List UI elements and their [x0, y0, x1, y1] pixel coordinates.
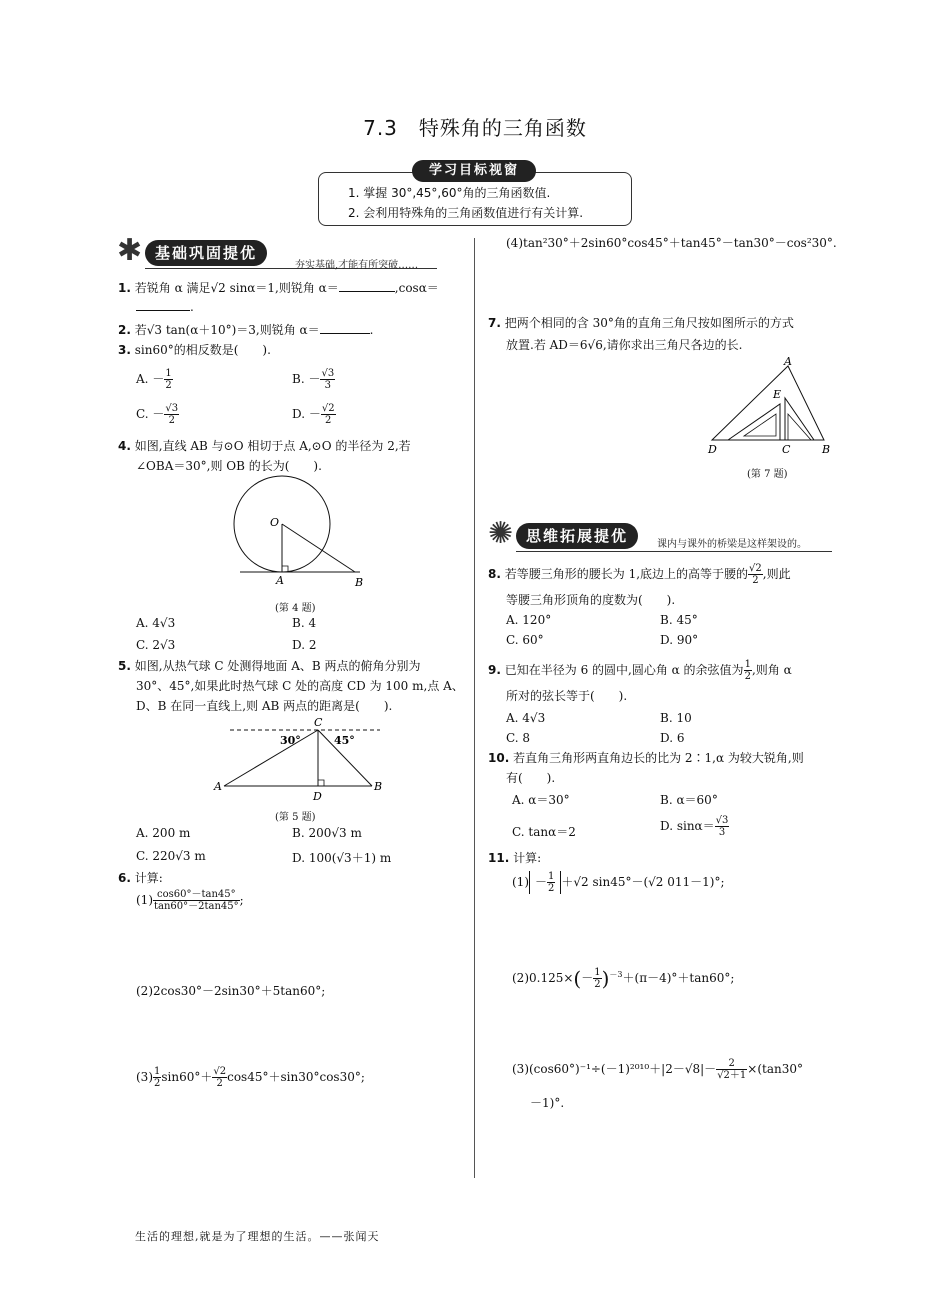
- segment-ca: [224, 730, 318, 786]
- question-text: 计算:: [134, 871, 163, 885]
- question-text: 把两个相同的含 30°角的直角三角尺按如图所示的方式: [504, 316, 794, 330]
- figure-5: [210, 714, 390, 803]
- question-6-part-4: (4)tan²30°＋2sin60°cos45°＋tan45°－tan30°－cos²30°.: [506, 236, 837, 250]
- objective-item-2: 2. 会利用特殊角的三角函数值进行有关计算.: [348, 206, 584, 220]
- question-text: ,则角 α: [751, 663, 792, 677]
- question-text: 如图,直线 AB 与⊙O 相切于点 A,⊙O 的半径为 2,若: [134, 439, 411, 453]
- question-6-part-1: (1) $\frac{\cos 60^\circ-\tan 45^\circ}{\tan 60^\circ-2\tan 45^\circ}$ ;: [136, 889, 244, 912]
- question-number: 3.: [118, 343, 131, 357]
- question-9: 9. 已知在半径为 6 的圆中,圆心角 α 的余弦值为 $\frac{1}{2}$ ,则角 α: [488, 659, 792, 682]
- question-text: ,cosα＝: [394, 281, 439, 295]
- triangle-large: [712, 366, 824, 440]
- question-text: 若锐角 α 满足√2 sinα＝1,则锐角 α＝: [134, 281, 339, 295]
- question-6: [118, 869, 163, 887]
- question-text: sin60°的相反数是( ).: [134, 343, 271, 357]
- label-b: B: [374, 780, 383, 793]
- answer-blank[interactable]: [339, 291, 395, 292]
- label-a: A: [214, 780, 222, 793]
- option-d[interactable]: D. 90°: [660, 633, 699, 647]
- label-o: O: [270, 516, 280, 529]
- question-number: 10.: [488, 751, 510, 765]
- section-extend-title: 思维拓展提优: [516, 523, 638, 549]
- question-number: 1.: [118, 281, 131, 295]
- shell-icon: ✺: [488, 516, 514, 551]
- question-7-line2: 放置.若 AD＝6√6,请你求出三角尺各边的长.: [506, 338, 743, 352]
- option-b[interactable]: B. 200√3 m: [292, 826, 362, 840]
- option-b[interactable]: B. 45°: [660, 613, 698, 627]
- option-a[interactable]: A. 4√3: [506, 711, 546, 725]
- option-c[interactable]: C. tanα＝2: [512, 825, 576, 839]
- option-d[interactable]: D. 2: [292, 638, 317, 652]
- question-text: 若直角三角形两直角边长的比为 2∶1,α 为较大锐角,则: [513, 751, 804, 765]
- starfish-icon: ✱: [117, 233, 143, 268]
- option-b[interactable]: B. 10: [660, 711, 692, 725]
- question-text: 如图,从热气球 C 处测得地面 A、B 两点的俯角分别为: [134, 659, 421, 673]
- figure-4: [230, 474, 380, 594]
- option-c[interactable]: C. 220√3 m: [136, 849, 206, 863]
- figure-7: [700, 354, 840, 458]
- label-c: C: [782, 443, 791, 456]
- caption-5: (第 5 题): [275, 812, 316, 823]
- option-a[interactable]: A. 120°: [506, 613, 552, 627]
- option-a[interactable]: A. － $\frac{1}{2}$: [136, 368, 172, 391]
- column-divider: [474, 238, 475, 1178]
- option-a[interactable]: A. 4√3: [136, 616, 176, 630]
- question-5-line2: 30°、45°,如果此时热气球 C 处的高度 CD 为 100 m,点 A、: [136, 679, 464, 693]
- option-b[interactable]: B. 4: [292, 616, 317, 630]
- question-1: [118, 279, 463, 297]
- question-6-part-3: (3) $\frac{1}{2}$ sin60°＋ $\frac{√2}{2}$ cos45°＋sin30°cos30°;: [136, 1066, 365, 1089]
- answer-blank[interactable]: [136, 310, 190, 311]
- question-number: 2.: [118, 323, 131, 337]
- angle-30: 30°: [280, 734, 301, 747]
- question-text: .: [190, 300, 194, 314]
- question-text: 若√3 tan(α＋10°)＝3,则锐角 α＝: [134, 323, 320, 337]
- question-6-part-2: (2)2cos30°－2sin30°＋5tan60°;: [136, 984, 326, 998]
- page-title: 7.3 特殊角的三角函数: [363, 116, 587, 140]
- option-d[interactable]: D. － $\frac{√2}{2}$: [292, 403, 335, 426]
- caption-7: (第 7 题): [747, 469, 788, 480]
- option-d[interactable]: D. sinα＝ $\frac{√3}{3}$: [660, 815, 729, 838]
- section-basic-subtitle: 夯实基础,才能有所突破……: [295, 260, 419, 271]
- question-11-part-1: (1) － $\frac{1}{2}$ ＋√2 sin45°－(√2 011－1)°;: [512, 871, 725, 894]
- caption-4: (第 4 题): [275, 603, 316, 614]
- question-4-line2: ∠OBA＝30°,则 OB 的长为( ).: [136, 459, 322, 473]
- footer-quote: 生活的理想,就是为了理想的生活。——张闻天: [135, 1230, 380, 1243]
- question-text: .: [369, 323, 374, 337]
- question-10: [488, 749, 804, 767]
- option-d[interactable]: D. 100(√3＋1) m: [292, 851, 392, 865]
- question-11-part-3-line2: －1)°.: [530, 1096, 565, 1110]
- question-10-line2: 有( ).: [506, 771, 556, 785]
- question-8-line2: 等腰三角形顶角的度数为( ).: [506, 593, 676, 607]
- question-7: [488, 314, 794, 332]
- label-a: A: [784, 355, 792, 368]
- question-number: 5.: [118, 659, 131, 673]
- label-c: C: [314, 716, 323, 729]
- option-c[interactable]: C. 60°: [506, 633, 544, 647]
- question-11-part-3: (3)(cos60°)⁻¹÷(－1)²⁰¹⁰＋|2－√8|－ $\frac{2}{√2+1}$ ×(tan30°: [512, 1058, 804, 1081]
- option-b[interactable]: B. α＝60°: [660, 793, 718, 807]
- label-b: B: [822, 443, 831, 456]
- question-number: 7.: [488, 316, 501, 330]
- label-a: A: [276, 574, 284, 587]
- triangle-inner-right: [785, 398, 814, 440]
- objective-item-1: 1. 掌握 30°,45°,60°角的三角函数值.: [348, 186, 551, 200]
- label-d: D: [708, 443, 717, 456]
- answer-blank[interactable]: [320, 333, 370, 334]
- triangle-inner-left: [728, 404, 780, 440]
- question-3: [118, 341, 271, 359]
- objectives-tag: 学习目标视窗: [412, 160, 536, 182]
- section-extend-subtitle: 课内与课外的桥梁是这样架设的。: [657, 539, 807, 550]
- question-5-line3: D、B 在同一直线上,则 AB 两点的距离是( ).: [136, 699, 393, 713]
- question-number: 4.: [118, 439, 131, 453]
- option-a[interactable]: A. 200 m: [136, 826, 191, 840]
- option-c[interactable]: C. 8: [506, 731, 531, 745]
- option-d[interactable]: D. 6: [660, 731, 685, 745]
- option-b[interactable]: B. － $\frac{√3}{3}$: [292, 368, 335, 391]
- option-c[interactable]: C. － $\frac{√3}{2}$: [136, 403, 179, 426]
- question-11: [488, 849, 541, 867]
- question-11-part-2: (2)0.125×(－ $\frac{1}{2}$ )$^{-3}$＋(π－4)°＋tan60°;: [512, 966, 735, 991]
- angle-45: 45°: [334, 734, 355, 747]
- question-5: [118, 657, 421, 675]
- question-number: 6.: [118, 871, 131, 885]
- label-b: B: [355, 576, 364, 589]
- question-8: 8. 若等腰三角形的腰长为 1,底边上的高等于腰的 $\frac{√2}{2}$ ,则此: [488, 563, 791, 586]
- question-number: 8.: [488, 567, 501, 581]
- option-c[interactable]: C. 2√3: [136, 638, 176, 652]
- question-number: 9.: [488, 663, 501, 677]
- question-text: 若等腰三角形的腰长为 1,底边上的高等于腰的: [504, 567, 749, 581]
- question-4: [118, 437, 411, 455]
- question-text: ,则此: [762, 567, 791, 581]
- question-9-line2: 所对的弦长等于( ).: [506, 689, 628, 703]
- question-2: [118, 321, 373, 339]
- question-text: 计算:: [513, 851, 542, 865]
- section-basic-title: 基础巩固提优: [145, 240, 267, 266]
- label-d: D: [313, 790, 322, 803]
- option-a[interactable]: A. α＝30°: [512, 793, 570, 807]
- question-number: 11.: [488, 851, 510, 865]
- segment-ob: [282, 524, 355, 572]
- question-text: 已知在半径为 6 的圆中,圆心角 α 的余弦值为: [504, 663, 744, 677]
- label-e: E: [773, 388, 782, 401]
- section-extend-underline: [516, 551, 832, 552]
- question-1-cont: [136, 298, 194, 316]
